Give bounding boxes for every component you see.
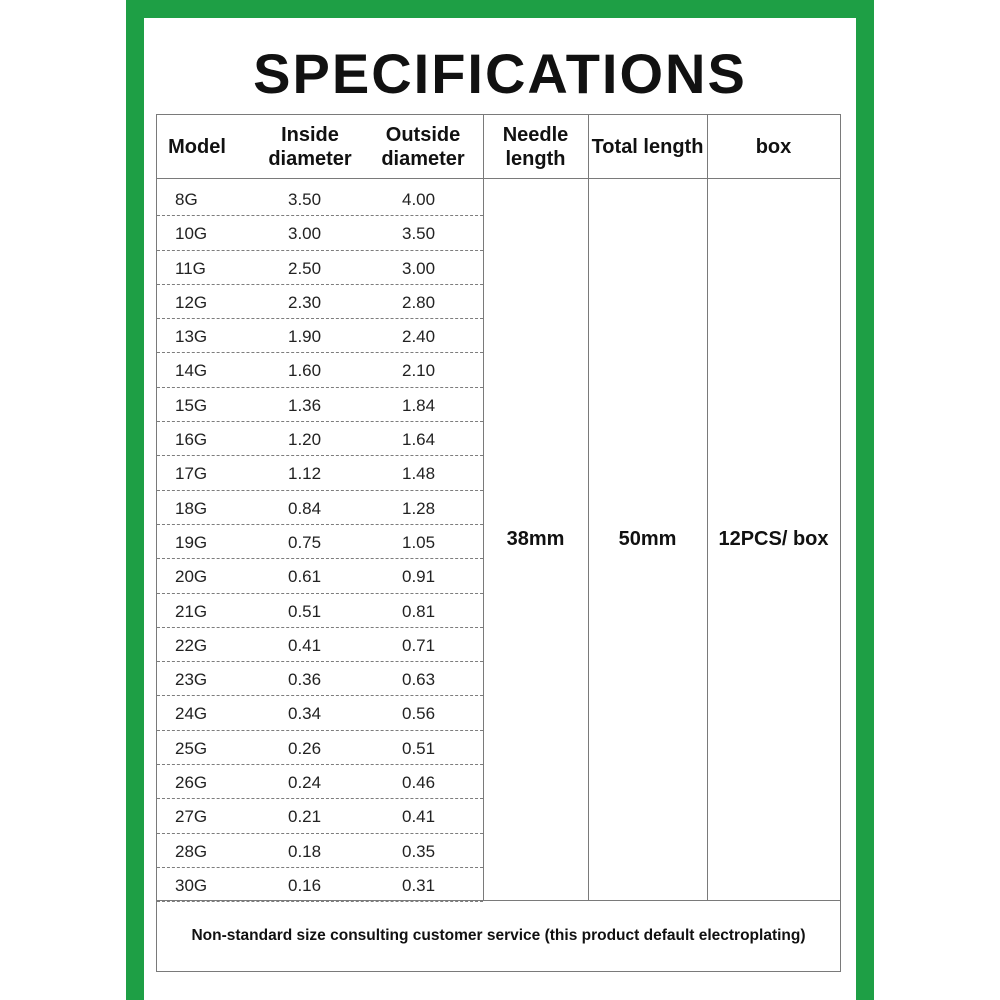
header-model: Model — [168, 135, 226, 158]
footer-note: Non-standard size consulting customer service (this product default electroplating) — [191, 927, 806, 944]
outside-diameter-cell: 1.48 — [402, 464, 436, 484]
header-outside-diameter: Outside diameter — [381, 123, 465, 170]
inside-diameter-cell: 0.61 — [288, 567, 322, 587]
inside-diameter-cell: 0.75 — [288, 532, 322, 552]
model-cell: 20G — [175, 567, 208, 587]
outside-diameter-cell: 0.56 — [402, 704, 436, 724]
header-total-length: Total length — [591, 135, 704, 158]
page-title: SPECIFICATIONS — [253, 42, 747, 105]
outside-diameter-cell: 0.35 — [402, 841, 436, 861]
table-row — [157, 868, 483, 902]
inside-diameter-cell: 1.20 — [288, 430, 322, 450]
size-rows — [157, 182, 483, 902]
outside-diameter-cell: 0.46 — [402, 773, 436, 793]
total-length-value: 50mm — [618, 528, 677, 550]
table-row — [157, 765, 483, 799]
model-cell: 23G — [175, 670, 208, 690]
outside-diameter-cell: 0.63 — [402, 670, 436, 690]
green-frame — [126, 0, 874, 1000]
outside-diameter-cell: 0.91 — [402, 567, 436, 587]
model-cell: 25G — [175, 738, 208, 758]
header-needle-length: Needle length — [502, 123, 569, 170]
outside-diameter-cell: 3.50 — [402, 224, 436, 244]
model-cell: 22G — [175, 635, 208, 655]
table-row — [157, 594, 483, 628]
outside-diameter-cell: 2.80 — [402, 292, 436, 312]
model-cell: 16G — [175, 430, 208, 450]
outside-diameter-cell: 4.00 — [402, 190, 436, 209]
inside-diameter-cell: 2.50 — [288, 258, 322, 278]
table-row — [157, 388, 483, 422]
table-row — [157, 559, 483, 593]
model-cell: 12G — [175, 292, 208, 312]
table-row — [157, 491, 483, 525]
model-cell: 18G — [175, 498, 208, 518]
model-cell: 15G — [175, 395, 208, 415]
table-row — [157, 285, 483, 319]
outside-diameter-cell: 0.31 — [402, 875, 436, 895]
model-cell: 30G — [175, 875, 208, 895]
inside-diameter-cell: 1.12 — [288, 464, 322, 484]
table-row — [157, 182, 483, 216]
model-cell: 14G — [175, 361, 208, 381]
model-cell: 27G — [175, 807, 208, 827]
inside-diameter-cell: 1.60 — [288, 361, 322, 381]
outside-diameter-cell: 0.51 — [402, 738, 436, 758]
inside-diameter-cell: 1.36 — [288, 395, 322, 415]
table-row — [157, 525, 483, 559]
inside-diameter-cell: 0.24 — [288, 773, 322, 793]
model-cell: 8G — [175, 190, 198, 209]
outside-diameter-cell: 2.40 — [402, 327, 436, 347]
inside-diameter-cell: 0.26 — [288, 738, 322, 758]
outside-diameter-cell: 1.28 — [402, 498, 436, 518]
model-cell: 10G — [175, 224, 208, 244]
model-cell: 21G — [175, 601, 208, 621]
inside-diameter-cell: 3.00 — [288, 224, 322, 244]
outside-diameter-cell: 0.71 — [402, 635, 436, 655]
table-row — [157, 799, 483, 833]
table-row — [157, 216, 483, 250]
table-row — [157, 628, 483, 662]
header-box: box — [755, 135, 792, 158]
inside-diameter-cell: 0.16 — [288, 875, 322, 895]
model-cell: 24G — [175, 704, 208, 724]
model-cell: 13G — [175, 327, 208, 347]
table-row — [157, 353, 483, 387]
inside-diameter-cell: 0.51 — [288, 601, 322, 621]
table-row — [157, 456, 483, 490]
inside-diameter-cell: 0.34 — [288, 704, 322, 724]
outside-diameter-cell: 3.00 — [402, 258, 436, 278]
table-row — [157, 834, 483, 868]
table-row — [157, 731, 483, 765]
model-cell: 28G — [175, 841, 208, 861]
table-row — [157, 662, 483, 696]
table-row — [157, 696, 483, 730]
inside-diameter-cell: 0.18 — [288, 841, 322, 861]
table-row — [157, 422, 483, 456]
inside-diameter-cell: 0.36 — [288, 670, 322, 690]
outside-diameter-cell: 1.64 — [402, 430, 436, 450]
inside-diameter-cell: 2.30 — [288, 292, 322, 312]
inside-diameter-cell: 0.41 — [288, 635, 322, 655]
inside-diameter-cell: 1.90 — [288, 327, 322, 347]
outside-diameter-cell: 1.05 — [402, 532, 436, 552]
needle-length-value: 38mm — [506, 528, 565, 550]
inside-diameter-cell: 0.84 — [288, 498, 322, 518]
box-quantity-value: 12PCS/ box — [718, 528, 829, 550]
header-inside-diameter: Inside diameter — [268, 123, 352, 170]
outside-diameter-cell: 0.41 — [402, 807, 436, 827]
model-cell: 19G — [175, 532, 208, 552]
inside-diameter-cell: 3.50 — [288, 190, 322, 209]
inside-diameter-cell: 0.21 — [288, 807, 322, 827]
model-cell: 26G — [175, 773, 208, 793]
model-cell: 11G — [175, 258, 206, 278]
spec-sheet — [144, 18, 856, 1000]
model-cell: 17G — [175, 464, 208, 484]
outside-diameter-cell: 2.10 — [402, 361, 436, 381]
table-row — [157, 251, 483, 285]
outside-diameter-cell: 0.81 — [402, 601, 436, 621]
spec-table — [156, 114, 841, 972]
table-row — [157, 319, 483, 353]
outside-diameter-cell: 1.84 — [402, 395, 436, 415]
